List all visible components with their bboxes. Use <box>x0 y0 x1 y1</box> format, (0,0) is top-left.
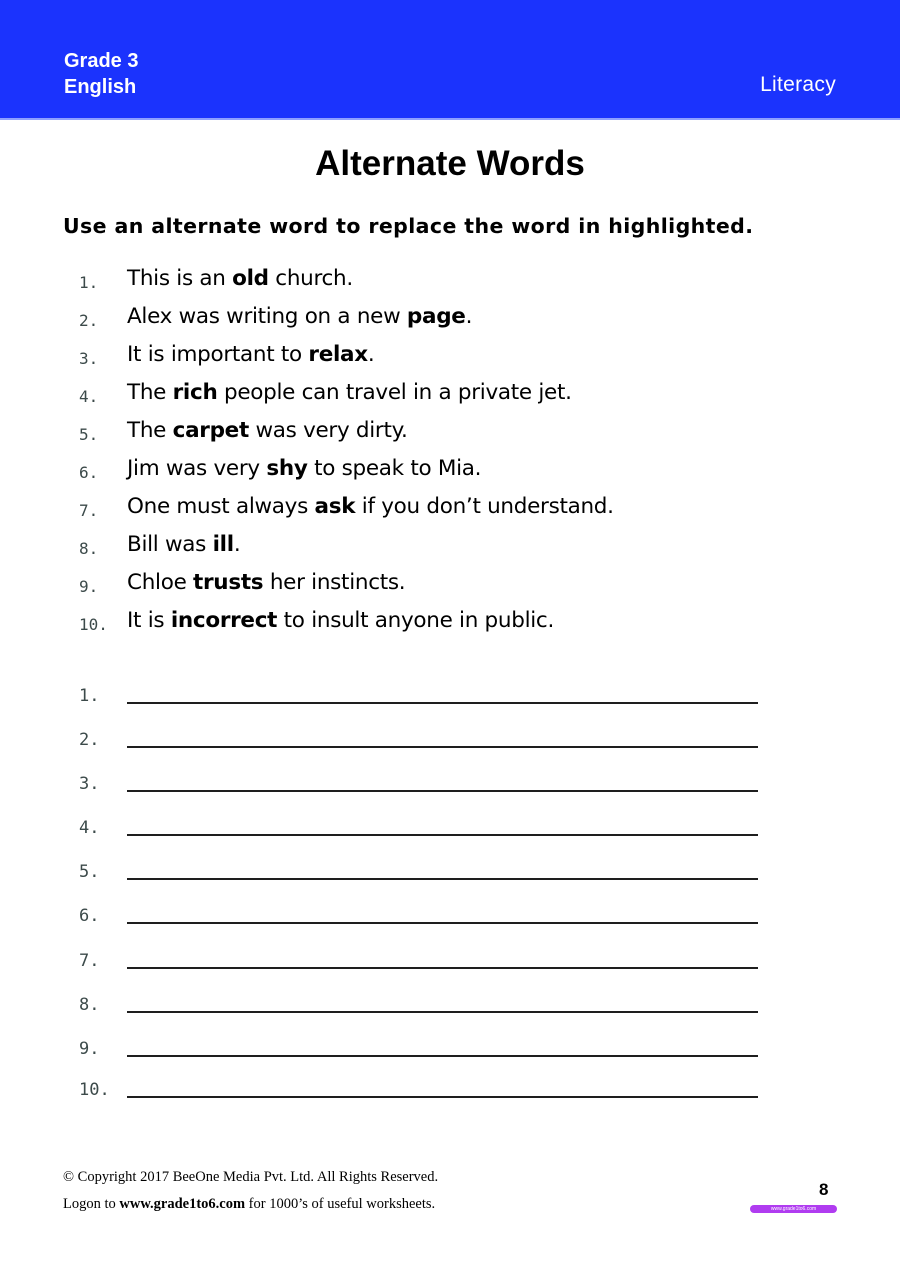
question-text-after: church. <box>268 266 353 291</box>
question-text <box>127 304 472 329</box>
answer-number: 3. <box>79 774 100 794</box>
answer-number: 9. <box>79 1039 100 1059</box>
question-text <box>127 418 408 443</box>
question-text-before: Jim was very <box>127 456 267 481</box>
logon-text <box>63 1196 435 1213</box>
question-number: 4. <box>79 387 99 406</box>
question-text-after: . <box>367 342 375 367</box>
question-text <box>127 456 481 481</box>
question-text-after: her instincts. <box>263 570 406 595</box>
question-item <box>0 300 900 338</box>
question-text-before: Chloe <box>127 570 194 595</box>
answer-line[interactable] <box>127 922 758 924</box>
question-item <box>0 566 900 604</box>
grade-label <box>64 48 138 100</box>
copyright-text: © Copyright 2017 BeeOne Media Pvt. Ltd. All Rights Reserved. <box>63 1169 439 1185</box>
answer-line[interactable] <box>127 1011 758 1013</box>
question-text-before: Alex was writing on a new <box>127 304 407 329</box>
answer-row <box>0 1080 900 1120</box>
question-item <box>0 262 900 300</box>
header-banner <box>0 0 900 120</box>
question-item <box>0 528 900 566</box>
answer-row <box>0 1039 900 1079</box>
question-number: 10. <box>79 615 108 634</box>
question-text-after: to insult anyone in public. <box>277 608 554 633</box>
question-text-before: It is <box>127 608 171 633</box>
question-item <box>0 604 900 642</box>
answer-row <box>0 995 900 1035</box>
question-text <box>127 494 614 519</box>
question-text-after: to speak to Mia. <box>307 456 482 481</box>
answer-number: 8. <box>79 995 100 1015</box>
highlighted-word: trusts <box>193 570 264 595</box>
instruction-text: Use an alternate word to replace the word in highlighted. <box>63 214 754 238</box>
question-text-before: This is an <box>127 266 233 291</box>
answer-line[interactable] <box>127 834 758 836</box>
question-text <box>127 380 572 405</box>
highlighted-word: ask <box>314 494 356 519</box>
answer-line[interactable] <box>127 746 758 748</box>
question-number: 3. <box>79 349 99 368</box>
question-text-after: was very dirty. <box>248 418 408 443</box>
grade-text: Grade 3 <box>64 50 139 72</box>
highlighted-word: shy <box>266 456 308 481</box>
highlighted-word: incorrect <box>170 608 278 633</box>
question-text <box>127 608 554 633</box>
question-item <box>0 452 900 490</box>
answer-line[interactable] <box>127 702 758 704</box>
logon-suffix: for 1000’s of useful worksheets. <box>245 1196 436 1212</box>
site-link[interactable]: www.grade1to6.com <box>119 1196 246 1212</box>
question-text-before: The <box>127 418 173 443</box>
highlighted-word: old <box>232 266 269 291</box>
answer-row <box>0 730 900 770</box>
question-number: 6. <box>79 463 99 482</box>
answer-line[interactable] <box>127 790 758 792</box>
subject-text: English <box>64 76 137 98</box>
highlighted-word: relax <box>308 342 368 367</box>
question-text-after: if you don’t understand. <box>355 494 614 519</box>
answer-number: 5. <box>79 862 100 882</box>
question-number: 8. <box>79 539 99 558</box>
answer-row <box>0 818 900 858</box>
answer-row <box>0 774 900 814</box>
answer-line[interactable] <box>127 1055 758 1057</box>
question-item <box>0 490 900 528</box>
question-text-after: people can travel in a private jet. <box>217 380 572 405</box>
answer-number: 4. <box>79 818 100 838</box>
question-text <box>127 266 353 291</box>
highlighted-word: page <box>406 304 466 329</box>
page-title: Alternate Words <box>315 144 585 183</box>
answer-line[interactable] <box>127 878 758 880</box>
question-text-before: Bill was <box>127 532 213 557</box>
question-text-before: The <box>127 380 173 405</box>
site-badge[interactable]: www.grade1to6.com <box>750 1205 837 1213</box>
question-item <box>0 338 900 376</box>
category-label: Literacy <box>760 73 836 96</box>
answer-row <box>0 686 900 726</box>
answer-row <box>0 906 900 946</box>
answer-number: 6. <box>79 906 100 926</box>
question-text <box>127 342 374 367</box>
question-text-after: . <box>233 532 241 557</box>
highlighted-word: ill <box>212 532 234 557</box>
question-number: 1. <box>79 273 99 292</box>
question-text-before: One must always <box>127 494 315 519</box>
answer-number: 10. <box>79 1080 110 1100</box>
question-number: 9. <box>79 577 99 596</box>
highlighted-word: rich <box>172 380 218 405</box>
answer-number: 1. <box>79 686 100 706</box>
question-text <box>127 570 405 595</box>
answer-line[interactable] <box>127 1096 758 1098</box>
answer-number: 2. <box>79 730 100 750</box>
answer-line[interactable] <box>127 967 758 969</box>
question-item <box>0 376 900 414</box>
question-text-before: It is important to <box>127 342 309 367</box>
page-number: 8 <box>819 1180 829 1199</box>
question-number: 5. <box>79 425 99 444</box>
question-number: 7. <box>79 501 99 520</box>
question-text <box>127 532 240 557</box>
logon-prefix: Logon to <box>63 1196 120 1212</box>
answer-number: 7. <box>79 951 100 971</box>
question-text-after: . <box>465 304 473 329</box>
answer-row <box>0 862 900 902</box>
answer-row <box>0 951 900 991</box>
question-item <box>0 414 900 452</box>
highlighted-word: carpet <box>172 418 249 443</box>
question-number: 2. <box>79 311 99 330</box>
